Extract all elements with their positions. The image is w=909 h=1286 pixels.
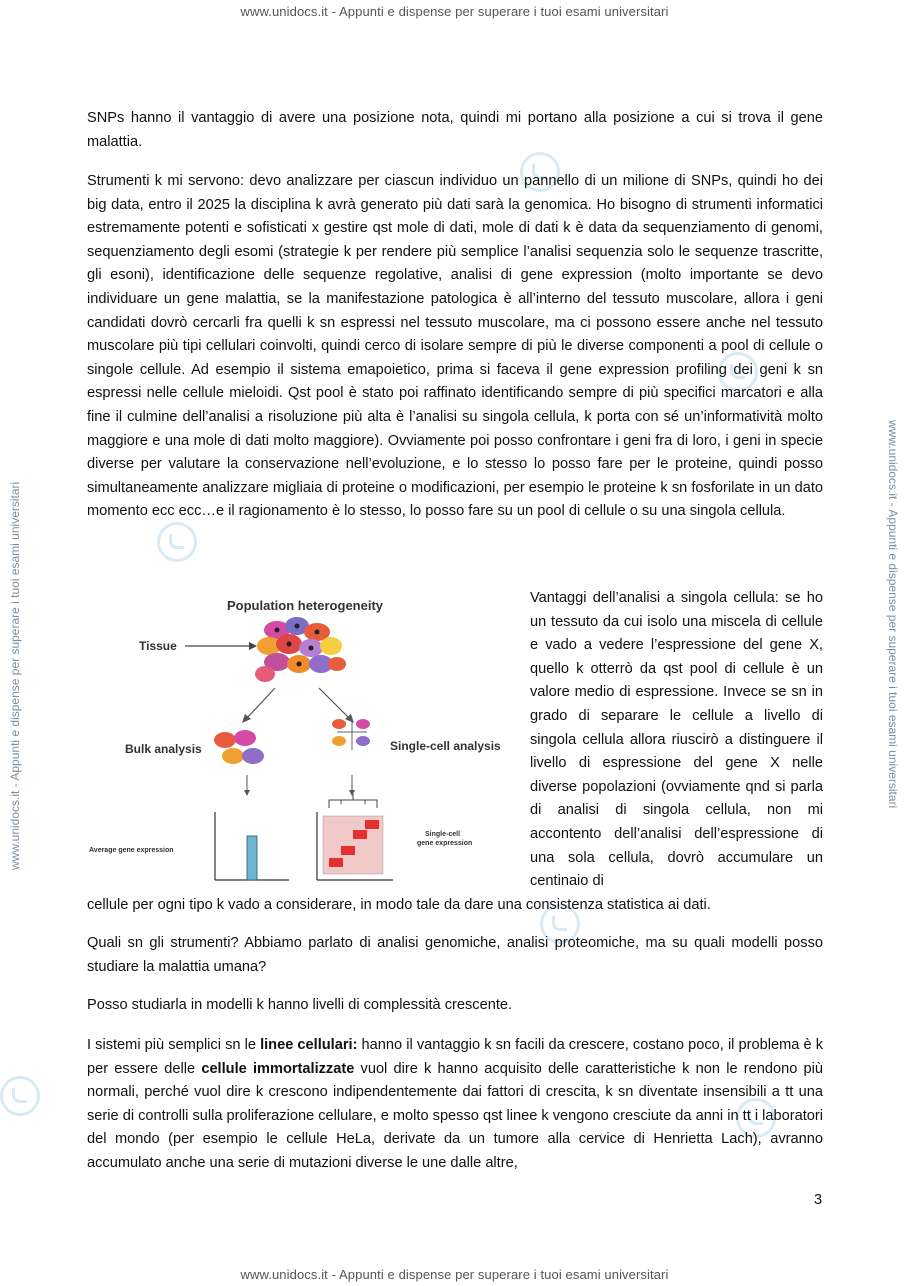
watermark-header: www.unidocs.it - Appunti e dispense per superare i tuoi esami universitari: [240, 4, 669, 19]
single-cell-figure: [87, 590, 515, 890]
paragraph-linee-cellulari: I sistemi più semplici sn le linee cellulari: hanno il vantaggio k sn facili da crescere, costano poco, il problema è k per essere delle cellule immortalizzate vuol dire k hanno acquisito delle caratteristiche k non le rendono più normali, perché vuol dire k crescono indipendentemente dai fattori di crescita, k sn diventate insensibili a tt una serie di controlli sulla proliferazione cellulare, e molto spesso qst linee k vengono cresciute da anni in tt i laboratori del mondo (per esempio le cellule HeLa, derivate da un tumore alla cervice di Henrietta Lach), avranno accumulato anche una serie di mutazioni diverse le une dalle altre,: [87, 1037, 823, 1171]
figure-bulk-label: Bulk analysis: [125, 742, 202, 756]
page-number: 3: [814, 1192, 823, 1208]
paragraph-cellule-per-tipo: cellule per ogni tipo k vado a considerare, in modo tale da dare una consistenza statistica ai dati.: [87, 897, 711, 913]
watermark-left: www.unidocs.it - Appunti e dispense per superare i tuoi esami universitari: [8, 481, 22, 870]
watermark-right: www.unidocs.it - Appunti e dispense per superare i tuoi esami universitari: [886, 420, 900, 809]
paragraph-snps: SNPs hanno il vantaggio di avere una posizione nota, quindi mi portano alla posizione a cui si trova il gene malattia.: [87, 110, 823, 150]
paragraph-strumenti: Strumenti k mi servono: devo analizzare per ciascun individuo un pannello di un milione di SNPs, quindi ho dei big data, entro il 2025 la disciplina k avrà generato più dati sarà la genomica. Ho bisogno di strumenti informatici estremamente potenti e sofisticati x gestire qst mole di dati, mole di dati k è data da sequenziamento di genomi, sequenziamento degli esomi (strategie k per rendere più semplice l’analisi sequenzia solo le sequenze trascritte, gli esoni), identificazione delle sequenze regolative, analisi di gene expression (molto importante se devo individuare un gene malattia, se la manifestazione patologica è all’interno del tessuto muscolare, allora i geni candidati dovrò cercarli fra quelli k sn espressi nel tessuto muscolare, ma ci possono essere anche nel tessuto muscolare più tipi cellulari coinvolti, quindi cerco di isolare sempre di più le diverse componenti a pool di cellule o singole cellule. Ad esempio il sistema emapoietico, prima si faceva il gene expression profiling dei geni k sn espressi nelle cellule mieloidi. Qst pool è stato poi raffinato identificando sempre di più specifici marcatori e alla fine il culmine dell’analisi a risoluzione più alta è l’analisi su singola cellula, k porta con sé un’informatività molto maggiore e una mole di dati molto maggiore). Ovviamente poi posso confrontare i geni fra di loro, i geni in specie diverse per valutare la conservazione nell’evoluzione, e lo stesso lo posso fare per le proteine, quindi posso simultaneamente analizzare migliaia di proteine o modificazioni, per esempio le proteine k sn fosforilate in un dato momento ecc ecc…e il ragionamento è lo stesso, lo posso fare su un pool di cellule o su una singola cellula.: [87, 173, 823, 520]
figure-tissue-label: Tissue: [139, 639, 177, 653]
term-linee-cellulari: linee cellulari:: [260, 1037, 358, 1053]
watermark-logo-icon: [157, 522, 197, 562]
figure-avg-label: Average gene expression: [89, 847, 174, 854]
paragraph-modelli: Posso studiarla in modelli k hanno livelli di complessità crescente.: [87, 997, 513, 1013]
paragraph-strumenti-domanda: Quali sn gli strumenti? Abbiamo parlato di analisi genomiche, analisi proteomiche, ma su quali modelli posso studiare la malattia umana?: [87, 935, 823, 975]
figure-sc-label-2: gene expression: [417, 840, 473, 847]
figure-single-label: Single-cell analysis: [390, 739, 501, 753]
figure-sc-label-1: Single-cell: [425, 831, 461, 838]
paragraph-vantaggi: Vantaggi dell’analisi a singola cellula: se ho un tessuto da cui isolo una miscela di cellule e vado a vedere l’espressione del gene X, quello k otterrò da qst pool di cellule è un valore medio di espressione. Invece se sn in grado di separare le cellule a livello di singola cellula allora riuscirò a distinguere il livello di espressione del gene X nelle diverse popolazioni (ovviamente qnd si parla di analisi di singola cellula, non mi accontento dell’analisi dell’espressione di una sola cellula, dovrò accumulare un centinaio di: [530, 590, 823, 890]
figure-title: Population heterogeneity: [227, 598, 384, 613]
average-expression-bar: [247, 836, 257, 880]
term-cellule-immortalizzate: cellule immortalizzate: [201, 1060, 355, 1077]
watermark-logo-icon: [0, 1076, 40, 1116]
watermark-footer: www.unidocs.it - Appunti e dispense per superare i tuoi esami universitari: [240, 1267, 669, 1282]
